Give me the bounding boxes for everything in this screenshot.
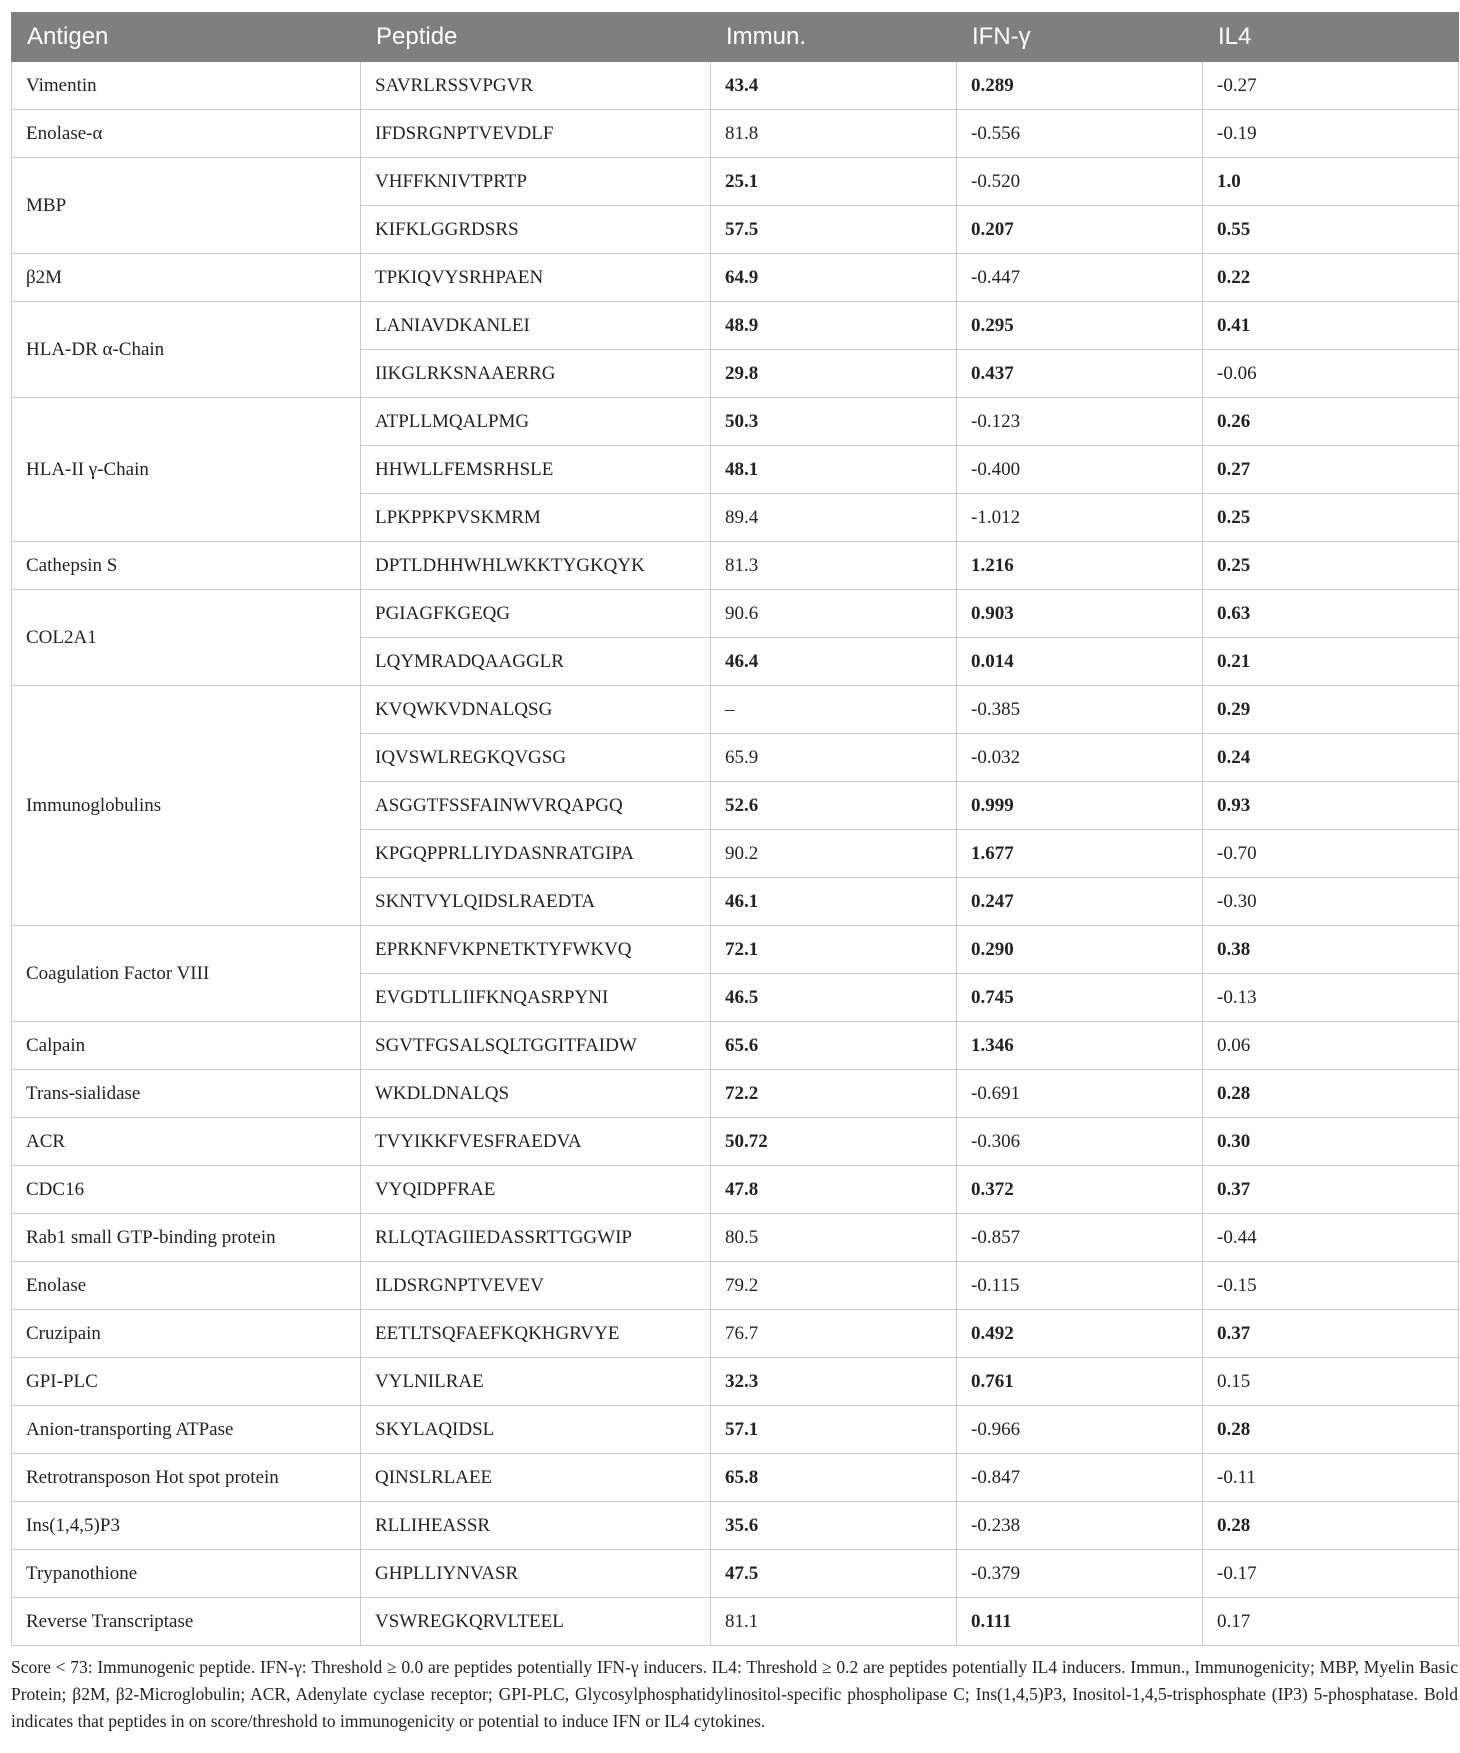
ifn-gamma-cell: 0.207 [957, 206, 1203, 254]
ifn-gamma-cell: -0.966 [957, 1406, 1203, 1454]
ifn-gamma-cell: -1.012 [957, 494, 1203, 542]
header-immunogenicity: Immun. [711, 13, 957, 62]
table-row [12, 1310, 1459, 1358]
ifn-gamma-cell: -0.123 [957, 398, 1203, 446]
peptide-cell: GHPLLIYNVASR [361, 1550, 711, 1598]
immunogenicity-cell: 25.1 [711, 158, 957, 206]
table-body [12, 62, 1459, 1646]
il4-cell: -0.70 [1203, 830, 1459, 878]
immunogenicity-cell: 46.1 [711, 878, 957, 926]
il4-cell: 0.28 [1203, 1406, 1459, 1454]
ifn-gamma-cell: 0.295 [957, 302, 1203, 350]
il4-cell: 0.17 [1203, 1598, 1459, 1646]
peptide-cell: WKDLDNALQS [361, 1070, 711, 1118]
il4-cell: 0.41 [1203, 302, 1459, 350]
table-row [12, 1502, 1459, 1550]
immunogenicity-cell: 35.6 [711, 1502, 957, 1550]
peptide-cell: EVGDTLLIIFKNQASRPYNI [361, 974, 711, 1022]
immunogenicity-cell: 32.3 [711, 1358, 957, 1406]
immunogenicity-cell: 64.9 [711, 254, 957, 302]
header-peptide: Peptide [361, 13, 711, 62]
ifn-gamma-cell: 0.111 [957, 1598, 1203, 1646]
immunogenicity-cell: 65.6 [711, 1022, 957, 1070]
immunogenicity-cell: 29.8 [711, 350, 957, 398]
peptide-cell: ATPLLMQALPMG [361, 398, 711, 446]
immunogenicity-cell: 46.4 [711, 638, 957, 686]
peptide-cell: RLLQTAGIIEDASSRTTGGWIP [361, 1214, 711, 1262]
table-row [12, 302, 1459, 350]
antigen-cell: COL2A1 [12, 590, 361, 686]
antigen-cell: Reverse Transcriptase [12, 1598, 361, 1646]
ifn-gamma-cell: -0.379 [957, 1550, 1203, 1598]
immunogenicity-cell: 48.9 [711, 302, 957, 350]
document [11, 12, 1458, 1753]
il4-cell: 0.22 [1203, 254, 1459, 302]
peptide-cell: KPGQPPRLLIYDASNRATGIPA [361, 830, 711, 878]
ifn-gamma-cell: 0.014 [957, 638, 1203, 686]
table-row [12, 1166, 1459, 1214]
immunogenicity-cell: 89.4 [711, 494, 957, 542]
antigen-cell: β2M [12, 254, 361, 302]
immunogenicity-cell: – [711, 686, 957, 734]
immunogenicity-cell: 79.2 [711, 1262, 957, 1310]
peptide-cell: IIKGLRKSNAAERRG [361, 350, 711, 398]
table-footnote: Score < 73: Immunogenic peptide. IFN-γ: Threshold ≥ 0.0 are peptides potentially IFN-γ inducers. IL4: Threshold ≥ 0.2 are peptides potentially IL4 inducers. Immun., Immunogenicity; MBP, Myelin Basic Protein; β2M, β2-Microglobulin; ACR, Adenylate cyclase receptor; GPI-PLC, Glycosylphosphatidylinositol-specific phospholipase C; Ins(1,4,5)P3, Inositol-1,4,5-trisphosphate (IP3) 5-phosphatase. Bold indicates that peptides in on score/threshold to immunogenicity or potential to induce IFN or IL4 cytokines. [11, 1657, 1458, 1731]
table-row [12, 1070, 1459, 1118]
peptide-cell: RLLIHEASSR [361, 1502, 711, 1550]
table-row [12, 1358, 1459, 1406]
il4-cell: 0.30 [1203, 1118, 1459, 1166]
il4-cell: 0.24 [1203, 734, 1459, 782]
peptide-table [11, 12, 1459, 1646]
il4-cell: 0.28 [1203, 1502, 1459, 1550]
antigen-cell: Retrotransposon Hot spot protein [12, 1454, 361, 1502]
peptide-cell: SAVRLRSSVPGVR [361, 62, 711, 110]
immunogenicity-cell: 76.7 [711, 1310, 957, 1358]
table-row [12, 254, 1459, 302]
il4-cell: 1.0 [1203, 158, 1459, 206]
ifn-gamma-cell: 0.289 [957, 62, 1203, 110]
ifn-gamma-cell: 0.745 [957, 974, 1203, 1022]
ifn-gamma-cell: -0.691 [957, 1070, 1203, 1118]
antigen-cell: CDC16 [12, 1166, 361, 1214]
ifn-gamma-cell: 0.903 [957, 590, 1203, 638]
ifn-gamma-cell: 0.247 [957, 878, 1203, 926]
il4-cell: 0.15 [1203, 1358, 1459, 1406]
antigen-cell: Cathepsin S [12, 542, 361, 590]
immunogenicity-cell: 90.2 [711, 830, 957, 878]
ifn-gamma-cell: -0.032 [957, 734, 1203, 782]
immunogenicity-cell: 50.3 [711, 398, 957, 446]
peptide-cell: KVQWKVDNALQSG [361, 686, 711, 734]
il4-cell: -0.15 [1203, 1262, 1459, 1310]
table-header [12, 13, 1459, 62]
antigen-cell: Calpain [12, 1022, 361, 1070]
peptide-cell: VYLNILRAE [361, 1358, 711, 1406]
peptide-cell: SKYLAQIDSL [361, 1406, 711, 1454]
ifn-gamma-cell: 0.372 [957, 1166, 1203, 1214]
peptide-cell: VSWREGKQRVLTEEL [361, 1598, 711, 1646]
immunogenicity-cell: 65.9 [711, 734, 957, 782]
ifn-gamma-cell: -0.385 [957, 686, 1203, 734]
table-row [12, 1118, 1459, 1166]
ifn-gamma-cell: 1.677 [957, 830, 1203, 878]
antigen-cell: Vimentin [12, 62, 361, 110]
immunogenicity-cell: 57.5 [711, 206, 957, 254]
immunogenicity-cell: 46.5 [711, 974, 957, 1022]
antigen-cell: Immunoglobulins [12, 686, 361, 926]
immunogenicity-cell: 80.5 [711, 1214, 957, 1262]
il4-cell: 0.38 [1203, 926, 1459, 974]
immunogenicity-cell: 90.6 [711, 590, 957, 638]
antigen-cell: HLA-II γ-Chain [12, 398, 361, 542]
immunogenicity-cell: 81.1 [711, 1598, 957, 1646]
ifn-gamma-cell: -0.847 [957, 1454, 1203, 1502]
il4-cell: 0.26 [1203, 398, 1459, 446]
peptide-cell: TVYIKKFVESFRAEDVA [361, 1118, 711, 1166]
antigen-cell: HLA-DR α-Chain [12, 302, 361, 398]
immunogenicity-cell: 43.4 [711, 62, 957, 110]
ifn-gamma-cell: -0.520 [957, 158, 1203, 206]
header-il4: IL4 [1203, 13, 1459, 62]
ifn-gamma-cell: -0.115 [957, 1262, 1203, 1310]
table-row [12, 1262, 1459, 1310]
il4-cell: -0.06 [1203, 350, 1459, 398]
peptide-cell: VYQIDPFRAE [361, 1166, 711, 1214]
ifn-gamma-cell: 0.437 [957, 350, 1203, 398]
immunogenicity-cell: 57.1 [711, 1406, 957, 1454]
antigen-cell: Enolase [12, 1262, 361, 1310]
peptide-cell: LANIAVDKANLEI [361, 302, 711, 350]
il4-cell: 0.55 [1203, 206, 1459, 254]
header-ifn-gamma: IFN-γ [957, 13, 1203, 62]
immunogenicity-cell: 50.72 [711, 1118, 957, 1166]
ifn-gamma-cell: -0.857 [957, 1214, 1203, 1262]
ifn-gamma-cell: 0.492 [957, 1310, 1203, 1358]
immunogenicity-cell: 47.5 [711, 1550, 957, 1598]
table-row [12, 398, 1459, 446]
antigen-cell: ACR [12, 1118, 361, 1166]
il4-cell: 0.63 [1203, 590, 1459, 638]
table-row [12, 926, 1459, 974]
header-row [12, 13, 1459, 62]
immunogenicity-cell: 52.6 [711, 782, 957, 830]
antigen-cell: Ins(1,4,5)P3 [12, 1502, 361, 1550]
il4-cell: -0.27 [1203, 62, 1459, 110]
peptide-cell: TPKIQVYSRHPAEN [361, 254, 711, 302]
ifn-gamma-cell: -0.306 [957, 1118, 1203, 1166]
ifn-gamma-cell: -0.400 [957, 446, 1203, 494]
peptide-cell: IQVSWLREGKQVGSG [361, 734, 711, 782]
table-row [12, 590, 1459, 638]
ifn-gamma-cell: 0.761 [957, 1358, 1203, 1406]
table-row [12, 1550, 1459, 1598]
antigen-cell: Enolase-α [12, 110, 361, 158]
il4-cell: 0.25 [1203, 494, 1459, 542]
ifn-gamma-cell: -0.447 [957, 254, 1203, 302]
peptide-cell: EETLTSQFAEFKQKHGRVYE [361, 1310, 711, 1358]
il4-cell: 0.25 [1203, 542, 1459, 590]
peptide-cell: QINSLRLAEE [361, 1454, 711, 1502]
table-row [12, 1598, 1459, 1646]
table-row [12, 1454, 1459, 1502]
immunogenicity-cell: 65.8 [711, 1454, 957, 1502]
ifn-gamma-cell: 0.290 [957, 926, 1203, 974]
il4-cell: 0.29 [1203, 686, 1459, 734]
il4-cell: 0.21 [1203, 638, 1459, 686]
il4-cell: -0.44 [1203, 1214, 1459, 1262]
table-row [12, 158, 1459, 206]
il4-cell: 0.37 [1203, 1310, 1459, 1358]
antigen-cell: Anion-transporting ATPase [12, 1406, 361, 1454]
table-row [12, 1214, 1459, 1262]
il4-cell: -0.13 [1203, 974, 1459, 1022]
peptide-cell: EPRKNFVKPNETKTYFWKVQ [361, 926, 711, 974]
il4-cell: -0.30 [1203, 878, 1459, 926]
table-row [12, 1022, 1459, 1070]
il4-cell: -0.17 [1203, 1550, 1459, 1598]
antigen-cell: Cruzipain [12, 1310, 361, 1358]
peptide-cell: DPTLDHHWHLWKKTYGKQYK [361, 542, 711, 590]
peptide-cell: LQYMRADQAAGGLR [361, 638, 711, 686]
peptide-cell: LPKPPKPVSKMRM [361, 494, 711, 542]
antigen-cell: Coagulation Factor VIII [12, 926, 361, 1022]
il4-cell: -0.19 [1203, 110, 1459, 158]
antigen-cell: MBP [12, 158, 361, 254]
table-row [12, 62, 1459, 110]
ifn-gamma-cell: -0.238 [957, 1502, 1203, 1550]
antigen-cell: Trypanothione [12, 1550, 361, 1598]
table-row [12, 542, 1459, 590]
il4-cell: 0.27 [1203, 446, 1459, 494]
antigen-cell: Trans-sialidase [12, 1070, 361, 1118]
immunogenicity-cell: 72.2 [711, 1070, 957, 1118]
peptide-cell: SGVTFGSALSQLTGGITFAIDW [361, 1022, 711, 1070]
peptide-cell: ASGGTFSSFAINWVRQAPGQ [361, 782, 711, 830]
peptide-cell: KIFKLGGRDSRS [361, 206, 711, 254]
ifn-gamma-cell: 1.216 [957, 542, 1203, 590]
header-antigen: Antigen [12, 13, 361, 62]
table-row [12, 1406, 1459, 1454]
il4-cell: 0.37 [1203, 1166, 1459, 1214]
ifn-gamma-cell: -0.556 [957, 110, 1203, 158]
table-row [12, 110, 1459, 158]
peptide-cell: ILDSRGNPTVEVEV [361, 1262, 711, 1310]
immunogenicity-cell: 47.8 [711, 1166, 957, 1214]
il4-cell: 0.93 [1203, 782, 1459, 830]
peptide-cell: SKNTVYLQIDSLRAEDTA [361, 878, 711, 926]
table-row [12, 686, 1459, 734]
il4-cell: 0.28 [1203, 1070, 1459, 1118]
peptide-cell: HHWLLFEMSRHSLE [361, 446, 711, 494]
il4-cell: 0.06 [1203, 1022, 1459, 1070]
antigen-cell: Rab1 small GTP-binding protein [12, 1214, 361, 1262]
peptide-cell: IFDSRGNPTVEVDLF [361, 110, 711, 158]
immunogenicity-cell: 81.3 [711, 542, 957, 590]
peptide-cell: VHFFKNIVTPRTP [361, 158, 711, 206]
ifn-gamma-cell: 0.999 [957, 782, 1203, 830]
immunogenicity-cell: 81.8 [711, 110, 957, 158]
peptide-cell: PGIAGFKGEQG [361, 590, 711, 638]
antigen-cell: GPI-PLC [12, 1358, 361, 1406]
il4-cell: -0.11 [1203, 1454, 1459, 1502]
immunogenicity-cell: 48.1 [711, 446, 957, 494]
immunogenicity-cell: 72.1 [711, 926, 957, 974]
ifn-gamma-cell: 1.346 [957, 1022, 1203, 1070]
